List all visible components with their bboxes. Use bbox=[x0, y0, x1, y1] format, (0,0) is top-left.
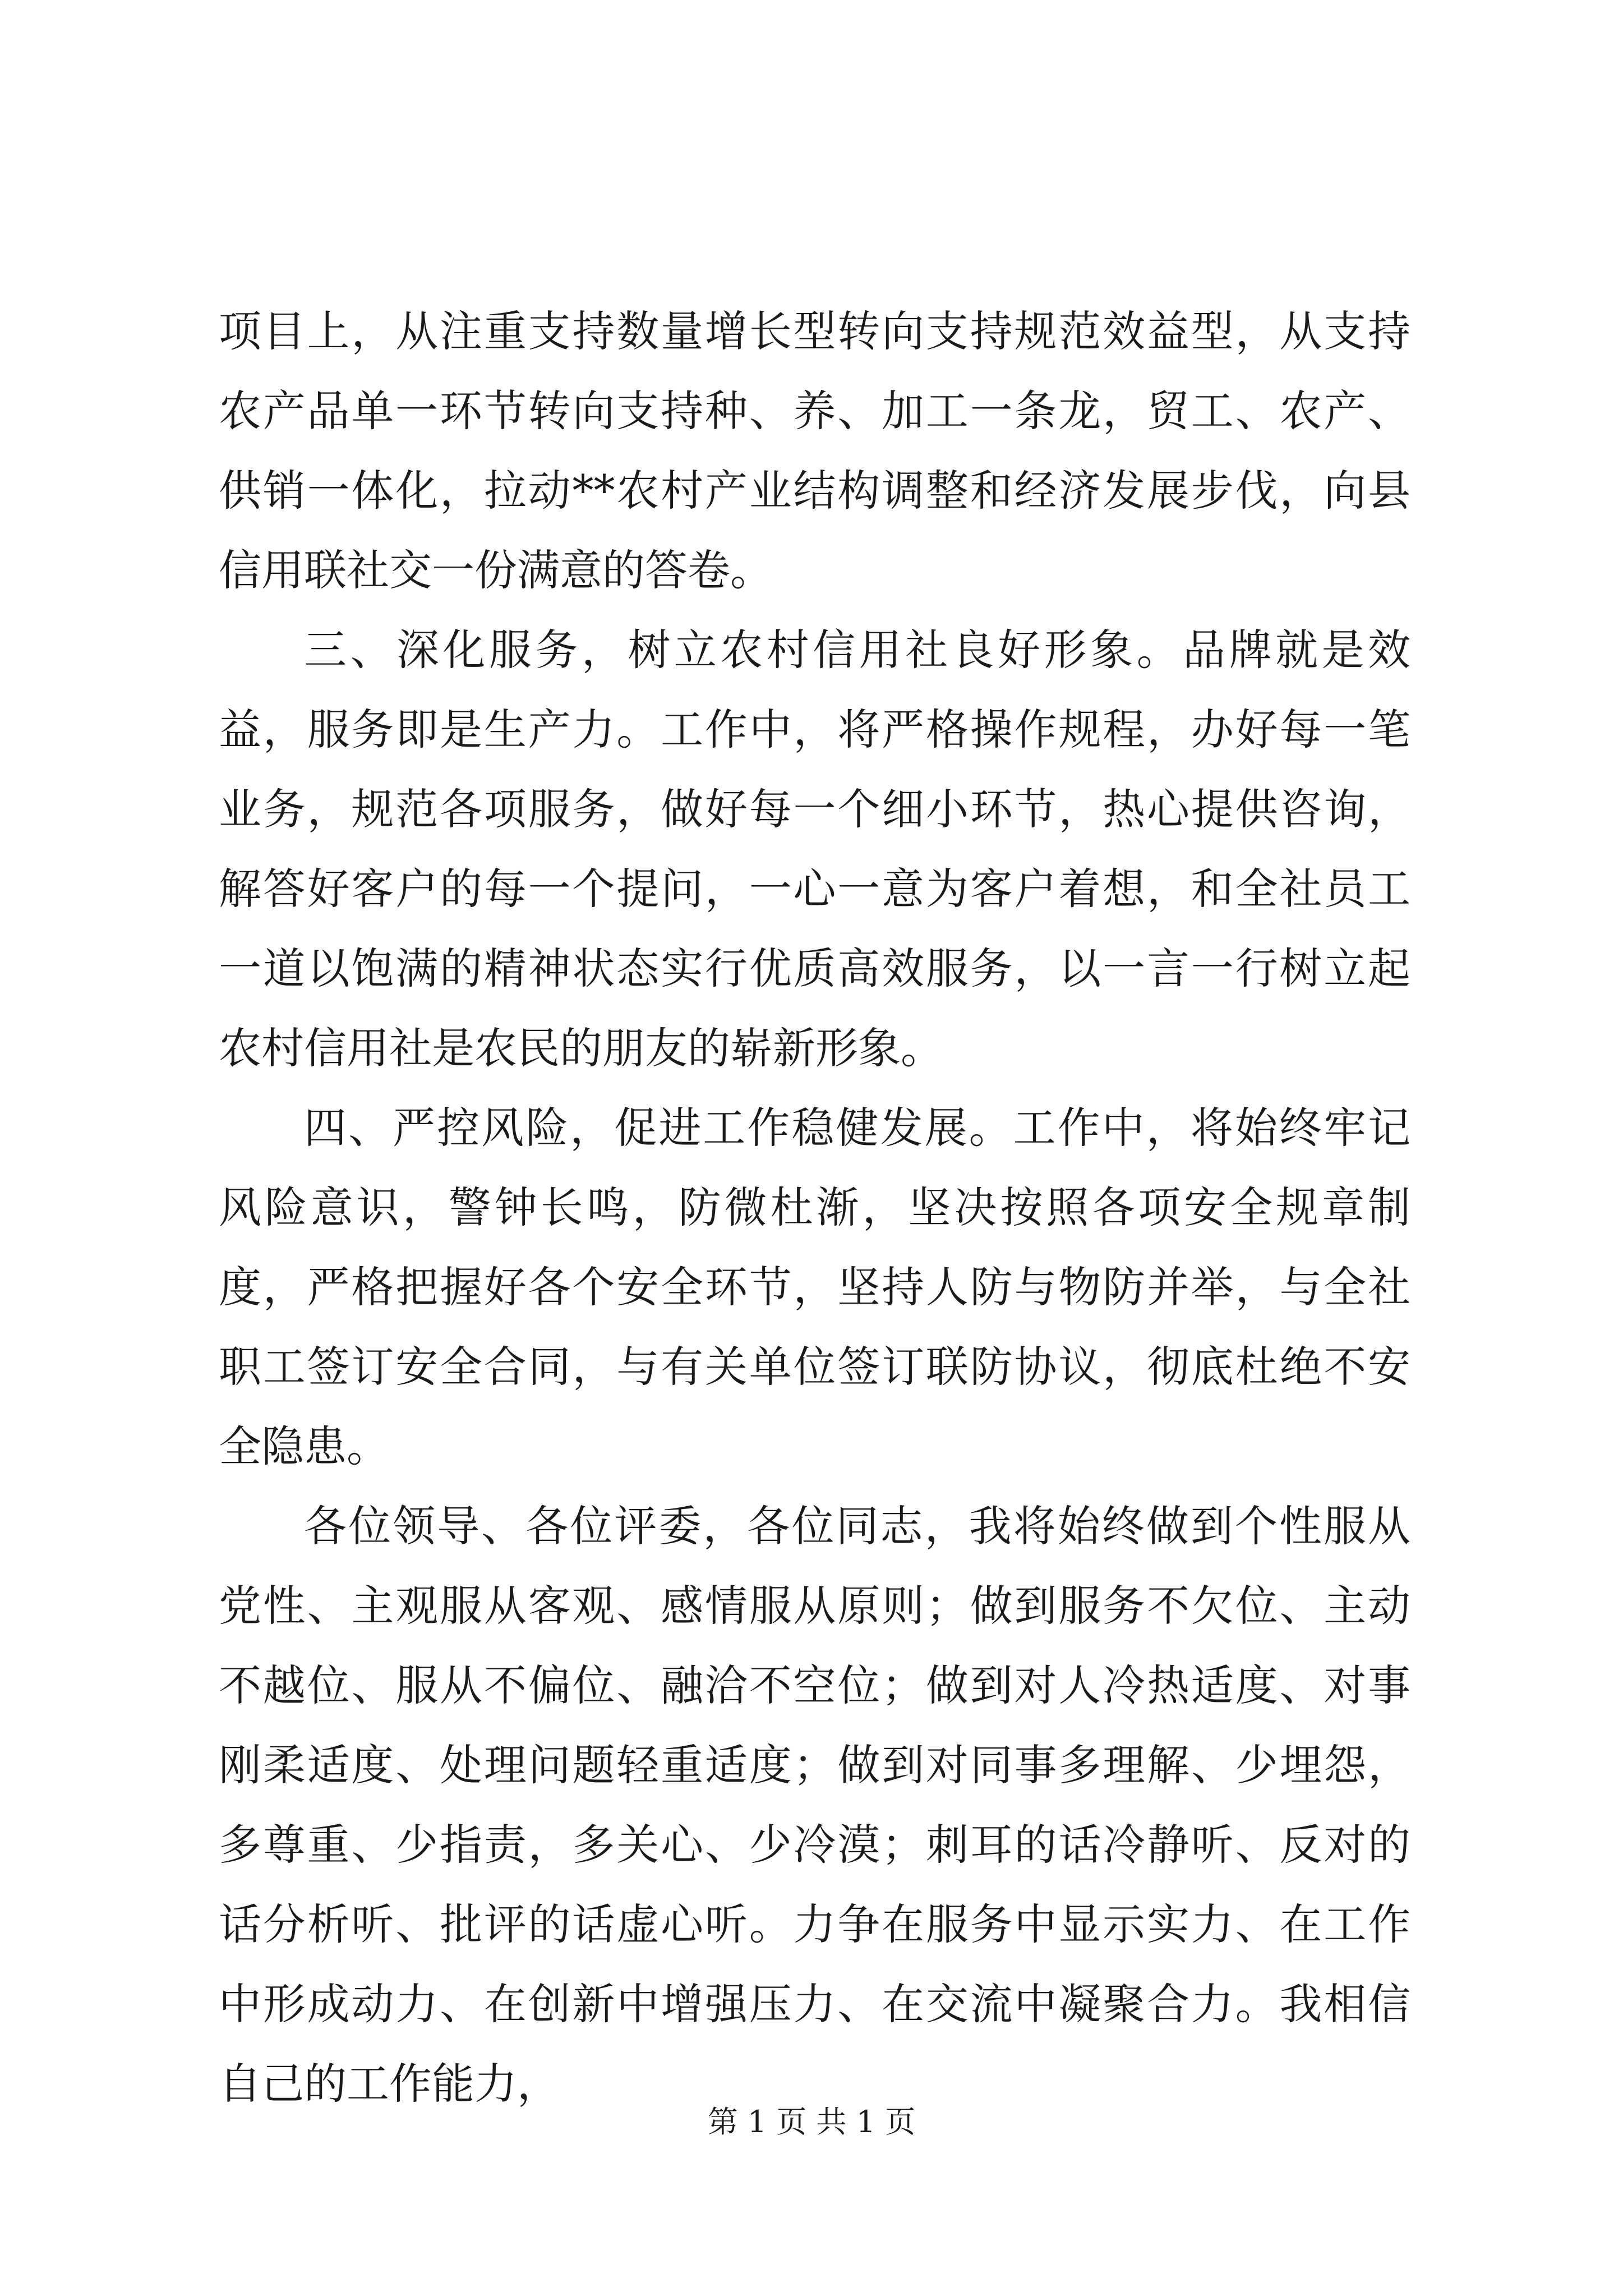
paragraph-commitment: 各位领导、各位评委，各位同志，我将始终做到个性服从党性、主观服从客观、感情服从原则；做到服务不欠位、主动不越位、服从不偏位、融洽不空位；做到对人冷热适度、对事刚柔适度、处理问题轻重适度；做到对同事多理解、少埋怨，多尊重、少指责，多关心、少冷漠；刺耳的话冷静听、反对的话分析听、批评的话虚心听。力争在服务中显示实力、在工作中形成动力、在创新中增强压力、在交流中凝聚合力。我相信自己的工作能力， bbox=[219, 1501, 1410, 2109]
paragraph-continuation: 项目上，从注重支持数量增长型转向支持规范效益型，从支持农产品单一环节转向支持种、养、加工一条龙，贸工、农产、供销一体化，拉动**农村产业结构调整和经济发展步伐，向县信用联社交一份满意的答卷。 bbox=[219, 306, 1410, 595]
paragraph-risk-control: 四、严控风险，促进工作稳健发展。工作中，将始终牢记风险意识，警钟长鸣，防微杜渐，坚决按照各项安全规章制度，严格把握好各个安全环节，坚持人防与物防并举，与全社职工签订安全合同，与有关单位签订联防协议，彻底杜绝不安全隐患。 bbox=[219, 1103, 1410, 1471]
paragraph-deepen-service: 三、深化服务，树立农村信用社良好形象。品牌就是效益，服务即是生产力。工作中，将严格操作规程，办好每一笔业务，规范各项服务，做好每一个细小环节，热心提供咨询，解答好客户的每一个提问，一心一意为客户着想，和全社员工一道以饱满的精神状态实行优质高效服务，以一言一行树立起农村信用社是农民的朋友的崭新形象。 bbox=[219, 625, 1410, 1073]
page-footer: 第 1 页 共 1 页 bbox=[707, 2104, 916, 2139]
document-body bbox=[219, 292, 1410, 2124]
